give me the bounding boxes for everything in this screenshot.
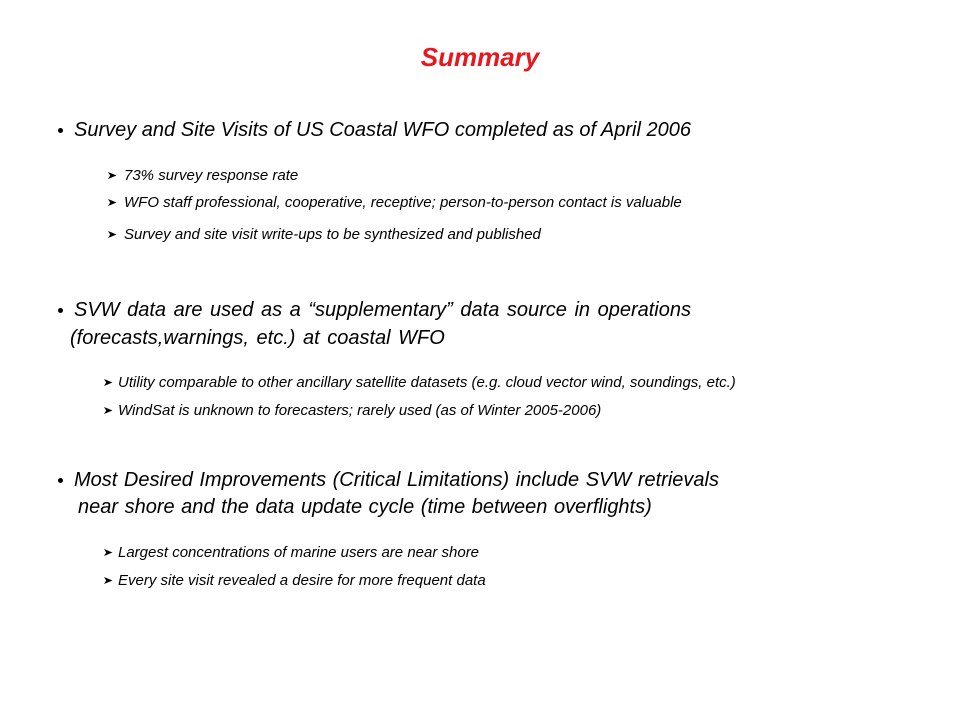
arrow-bullet-icon — [104, 576, 113, 585]
sub-bullet-text: WindSat is unknown to forecasters; rarely used (as of Winter 2005-2006) — [118, 402, 602, 419]
sub-bullet — [104, 544, 479, 561]
bullet-1-text: Survey and Site Visits of US Coastal WFO completed as of April 2006 — [74, 119, 691, 141]
arrow-bullet-icon — [104, 378, 113, 387]
sub-bullet-text: WFO staff professional, cooperative, receptive; person-to-person contact is valuable — [124, 194, 682, 211]
bullet-3-continuation — [78, 496, 652, 518]
sub-bullet — [104, 572, 486, 589]
bullet-dot-icon — [58, 478, 63, 483]
bullet-dot-icon — [58, 308, 63, 313]
sub-bullet — [104, 374, 736, 391]
sub-bullet — [108, 226, 541, 243]
arrow-bullet-icon — [108, 171, 117, 180]
sub-bullet — [108, 194, 682, 211]
sub-bullet — [104, 402, 601, 419]
bullet-2-continuation — [70, 327, 445, 349]
arrow-bullet-icon — [104, 406, 113, 415]
arrow-bullet-icon — [108, 198, 117, 207]
arrow-bullet-icon — [104, 548, 113, 557]
bullet-3 — [58, 469, 719, 491]
sub-bullet-text: 73% survey response rate — [124, 167, 299, 184]
arrow-bullet-icon — [108, 230, 117, 239]
sub-bullet-text: Utility comparable to other ancillary satellite datasets (e.g. cloud vector wind, soundings, etc.) — [118, 374, 736, 391]
bullet-3-text-line-2: near shore and the data update cycle (time between overflights) — [78, 496, 652, 518]
bullet-2-text-line-1: SVW data are used as a “supplementary” data source in operations — [74, 299, 691, 321]
sub-bullet-text: Largest concentrations of marine users are near shore — [118, 544, 480, 561]
sub-bullet-text: Every site visit revealed a desire for more frequent data — [118, 572, 486, 589]
bullet-1 — [58, 119, 691, 141]
bullet-3-text-line-1: Most Desired Improvements (Critical Limitations) include SVW retrievals — [74, 469, 719, 491]
slide-title: Summary — [420, 42, 540, 72]
bullet-dot-icon — [58, 128, 63, 133]
sub-bullet — [108, 167, 298, 184]
bullet-2-text-line-2: (forecasts,warnings, etc.) at coastal WFO — [70, 327, 445, 349]
sub-bullet-text: Survey and site visit write-ups to be synthesized and published — [124, 226, 541, 243]
bullet-2 — [58, 299, 691, 321]
